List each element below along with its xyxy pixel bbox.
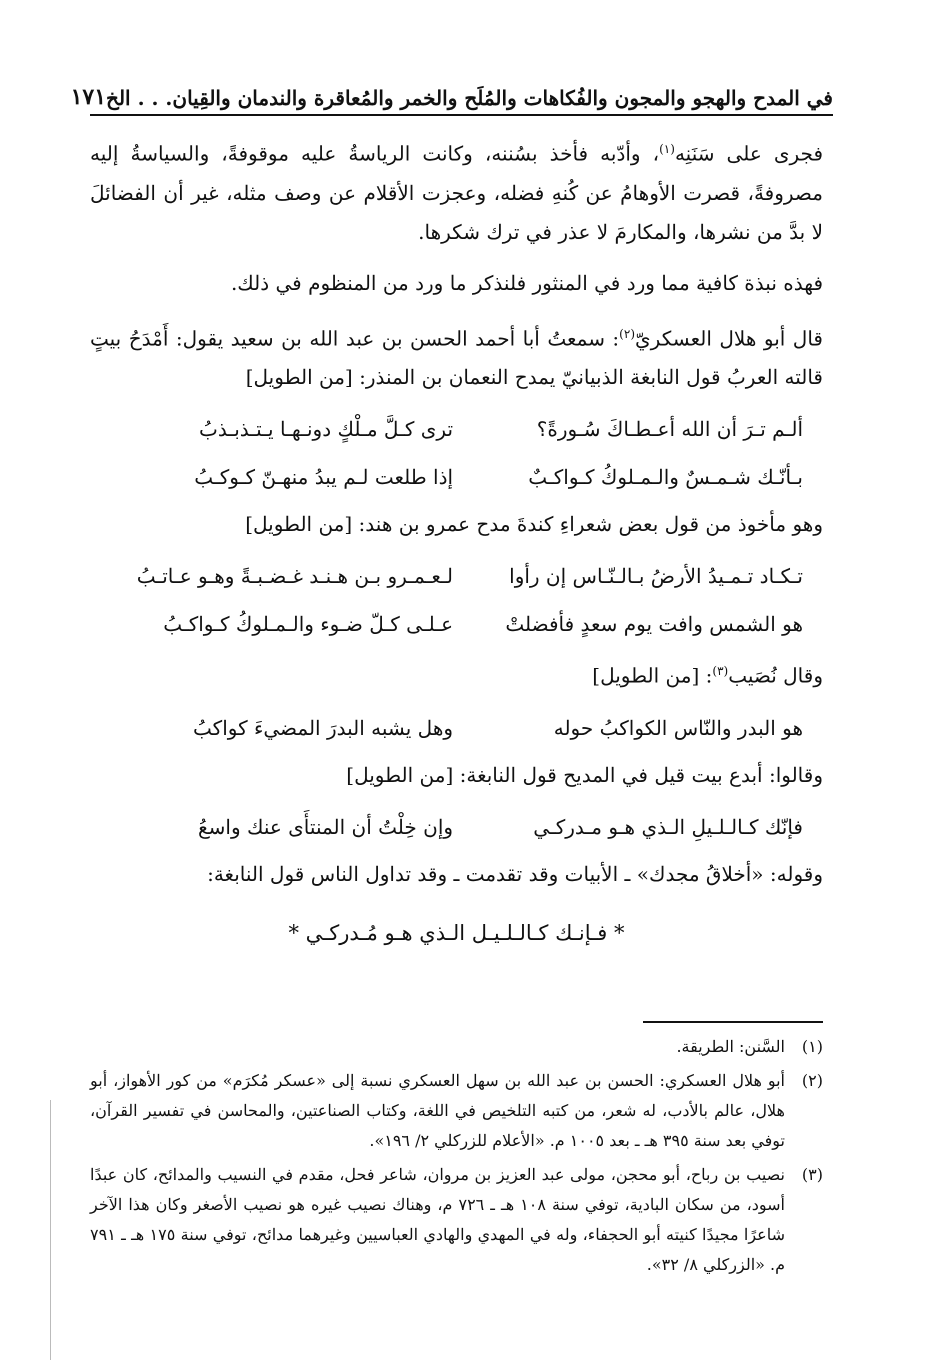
footnote-separator xyxy=(643,1021,823,1023)
header-title: في المدح والهجو والمجون والفُكاهات والمُلَح والخمر والمُعاقرة والندمان والقِيان. . . الخ xyxy=(106,86,833,110)
footnotes xyxy=(90,1032,823,1284)
verse-4-second-hemistich: عـلـى كـلّ ضـوء والـمـلوكُ كـواكـبُ xyxy=(163,612,454,637)
footnote-ref-2: (٢) xyxy=(619,326,635,341)
footnote-ref-3: (٣) xyxy=(712,664,729,679)
verse-2-first-hemistich: بـأنّـك شـمـسٌ والـمـلوكُ كـواكـبٌ xyxy=(528,465,803,490)
paragraph-3-rest: : سمعتُ أبا أحمد الحسن بن عبد الله بن سعيد يقول: أَمْدَحُ بيتٍ قالته العربُ قول النابغة الذبيانيّ يمدح النعمان بن المنذر: [من الطويل] xyxy=(90,326,823,390)
paragraph-1-text: فجرى على سَنَنِه xyxy=(674,141,824,166)
footnote-text: أبو هلال العسكري: الحسن بن عبد الله بن سهل العسكري نسبة إلى «عسكر مُكرَم» من كور الأهواز، أبو هلال، عالم بالأدب، له شعر، من كتبه التلخيص في اللغة، وكتاب الصناعتين، والمحاسن في تفسير القرآن، توفي بعد سنة ٣٩٥ هـ ـ بعد ١٠٠٥ م. «الأعلام للزركلي ٢/ ١٩٦». xyxy=(90,1071,786,1150)
verse-6 xyxy=(90,807,823,847)
verse-3-second-hemistich: لـعـمـرو بـن هـنـد غـضـبـةً وهـو عـاتـبُ xyxy=(136,564,454,589)
footnote-text: نصيب بن رباح، أبو محجن، مولى عبد العزيز بن مروان، شاعر فحل، مقدم في النسيب والمدائح، كان عبدًا أسود، من سكان البادية، توفي سنة ١٠٨ هـ ـ ٧٢٦ م، وهناك نصيب غيره هو نصيب الأصغر وكان هذا الآخر شاعرًا مجيدًا كنيته أبو الحجفاء، وله في المهدي والهادي العباسيين وغيرهما مدائح، توفي سنة ١٧٥ هـ ـ ٧٩١ م. «الزركلي ٨/ ٣٢». xyxy=(90,1165,786,1274)
verse-6-second-hemistich: وإن خِلْتُ أن المنتأَى عنك واسعُ xyxy=(198,814,454,839)
paragraph-3 xyxy=(90,315,823,398)
verse-2-second-hemistich: إذا طلعت لـم يبدُ منهـنّ كـوكـبُ xyxy=(194,465,454,490)
verse-2 xyxy=(90,457,823,497)
verse-5 xyxy=(90,708,823,748)
verse-1-first-hemistich: ألـم تـرَ أن الله أعـطـاكَ سُـورةً؟ xyxy=(536,417,803,442)
main-text xyxy=(90,130,823,973)
page-number: ١٧١ xyxy=(70,84,107,110)
footnote-number: (١) xyxy=(801,1037,823,1056)
footnote-2 xyxy=(90,1066,823,1156)
scan-edge-line xyxy=(50,1100,51,1360)
footnote-3 xyxy=(90,1160,823,1280)
paragraph-5 xyxy=(90,652,823,696)
paragraph-7: وقوله: «أخلاقُ مجدك» ـ الأبيات وقد تقدمت ـ وقد تداول الناس قول النابغة: xyxy=(207,861,823,886)
quoted-hemistich: * فـإنـك كـالـلـيـل الـذي هـو مُـدركـي * xyxy=(288,920,625,945)
verse-3-first-hemistich: تـكـاد تـمـيدُ الأرضُ بـالـنّـاس إن رأوا xyxy=(509,564,803,589)
verse-4 xyxy=(90,604,823,644)
footnote-text: السَّنن: الطريقة. xyxy=(676,1037,785,1056)
paragraph-1-rest: ، وأدّبه فأخذ بسُننه، وكانت الرياسةُ عليه موقوفةً، والسياسةُ إليه مصروفةً، قصرت الأوهامُ عن كُنهِ فضله، وعجزت الأقلام عن وصف مثله، غير أن الفضائلَ لا بدَّ من نشرها، والمكارمَ لا عذر في ترك شكرها. xyxy=(90,141,823,244)
verse-1 xyxy=(90,409,823,449)
verse-1-second-hemistich: ترى كـلَّ مـلْكٍ دونـهـا يـتـذبـذبُ xyxy=(199,417,454,442)
paragraph-5-text: وقال نُصَيب xyxy=(728,663,823,688)
running-header xyxy=(70,78,833,116)
verse-6-first-hemistich: فإنّك كـالـلـيلِ الـذي هـو مـدركـي xyxy=(533,814,803,839)
footnote-number: (٢) xyxy=(801,1071,823,1090)
paragraph-3-text: قال أبو هلال العسكريّ xyxy=(635,326,823,351)
footnote-ref-1: (١) xyxy=(659,142,675,156)
verse-5-first-hemistich: هو البدر والنّاس الكواكبُ حوله xyxy=(553,715,803,740)
paragraph-6: وقالوا: أبدع بيت قيل في المديح قول النابغة: [من الطويل] xyxy=(346,762,823,787)
footnote-1 xyxy=(90,1032,823,1062)
paragraph-4: وهو مأخوذ من قول بعض شعراءِ كندةَ مدح عمرو بن هند: [من الطويل] xyxy=(245,512,823,537)
paragraph-1 xyxy=(90,130,823,252)
verse-5-second-hemistich: وهل يشبه البدرَ المضيءَ كواكبُ xyxy=(193,715,454,740)
paragraph-5-rest: : [من الطويل] xyxy=(592,663,713,688)
footnote-number: (٣) xyxy=(801,1165,823,1184)
verse-3 xyxy=(90,556,823,596)
verse-4-first-hemistich: هو الشمس وافت يوم سعدٍ فأفضلتْ xyxy=(505,612,803,637)
paragraph-2: فهذه نبذة كافية مما ورد في المنثور فلنذكر ما ورد من المنظوم في ذلك. xyxy=(230,270,823,295)
